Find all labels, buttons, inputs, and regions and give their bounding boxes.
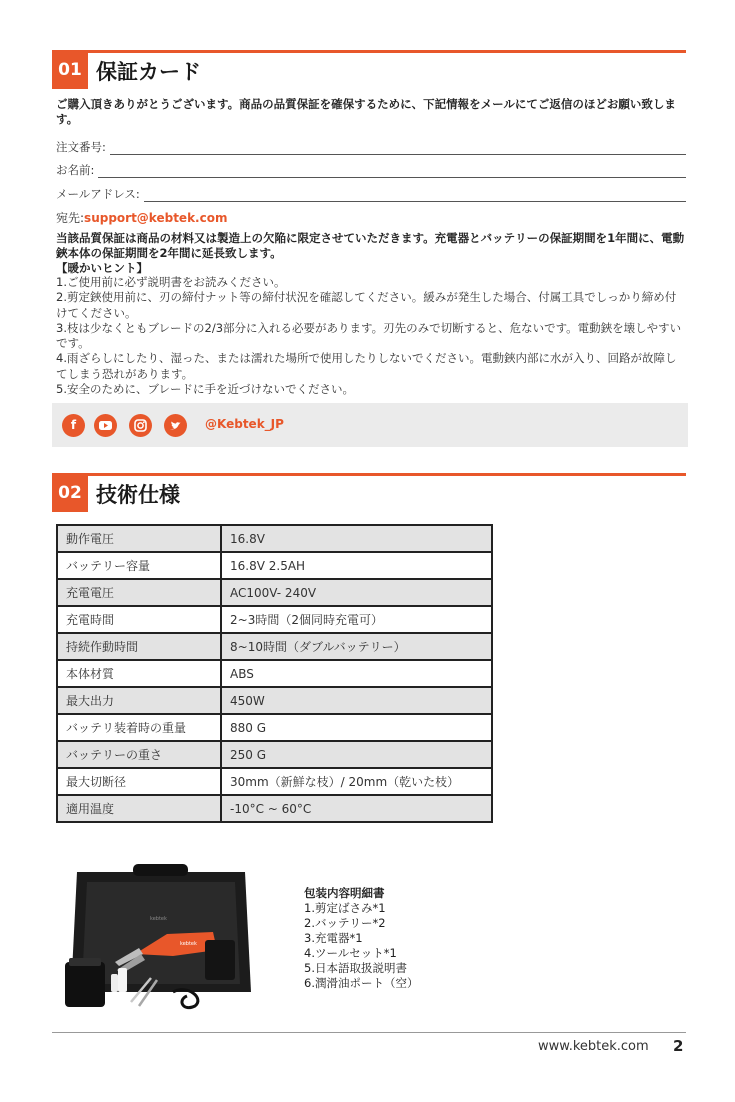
table-row bbox=[57, 687, 492, 714]
spec-value: 250 G bbox=[221, 741, 492, 768]
social-handle[interactable]: @Kebtek_JP bbox=[205, 417, 284, 431]
list-item: 2.剪定鋏使用前に、刃の締付ナット等の締付状況を確認してください。緩みが発生した場合、付属工具でしっかり締め付けてください。 bbox=[56, 290, 677, 320]
section-header-specs bbox=[52, 473, 686, 512]
shears-label: kebtek bbox=[180, 941, 197, 947]
table-row bbox=[57, 714, 492, 741]
spec-value: -10°C ~ 60°C bbox=[221, 795, 492, 822]
case-label: kebtek bbox=[150, 916, 167, 922]
section-number: 02 bbox=[52, 476, 88, 512]
product-image bbox=[55, 862, 270, 1017]
instagram-icon[interactable] bbox=[129, 414, 152, 437]
section-header-warranty bbox=[52, 50, 686, 89]
table-row bbox=[57, 606, 492, 633]
spec-value: 16.8V 2.5AH bbox=[221, 552, 492, 579]
spec-key: 最大出力 bbox=[57, 687, 221, 714]
spec-key: 本体材質 bbox=[57, 660, 221, 687]
twitter-icon[interactable] bbox=[164, 414, 187, 437]
table-row bbox=[57, 741, 492, 768]
spec-key: バッテリ装着時の重量 bbox=[57, 714, 221, 741]
section-number: 01 bbox=[52, 53, 88, 89]
name-field[interactable] bbox=[56, 162, 686, 178]
list-item: 1.剪定ばさみ*1 bbox=[304, 901, 386, 915]
list-item: 6.潤滑油ポート（空） bbox=[304, 976, 419, 990]
table-row bbox=[57, 660, 492, 687]
list-item: 5.安全のために、ブレードに手を近づけないでください。 bbox=[56, 382, 355, 397]
table-row bbox=[57, 795, 492, 822]
package-list bbox=[304, 901, 418, 991]
list-item: 3.枝は少なくともブレードの2/3部分に入れる必要があります。刃先のみで切断すると、危ないです。電動鋏を壊しやすいです。 bbox=[56, 320, 682, 351]
page-number: 2 bbox=[673, 1037, 684, 1055]
package-contents bbox=[304, 886, 418, 991]
field-line bbox=[98, 165, 686, 178]
footer-divider bbox=[52, 1032, 686, 1033]
destination bbox=[56, 209, 227, 226]
warranty-text: 当該品質保証は商品の材料又は製造上の欠陥に限定させていただきます。充電器とバッテリーの保証期間を1年間に、電動鋏本体の保証期間を2年間に延長致します。 bbox=[56, 231, 685, 260]
spec-key: 適用温度 bbox=[57, 795, 221, 822]
spec-key: 持続作動時間 bbox=[57, 633, 221, 660]
email-field[interactable] bbox=[56, 186, 686, 202]
spec-key: 充電時間 bbox=[57, 606, 221, 633]
intro-text: ご購入頂きありがとうございます。商品の品質保証を確保するために、下記情報をメールにてご返信のほどお願い致します。 bbox=[56, 97, 676, 126]
table-row bbox=[57, 525, 492, 552]
list-item: 4.ツールセット*1 bbox=[304, 946, 397, 960]
youtube-icon[interactable] bbox=[94, 414, 117, 437]
field-line bbox=[110, 142, 686, 155]
footer-url-link[interactable]: www.kebtek.com bbox=[538, 1039, 649, 1054]
hint-list bbox=[56, 275, 686, 397]
spec-key: バッテリー容量 bbox=[57, 552, 221, 579]
table-row bbox=[57, 768, 492, 795]
list-item: 3.充電器*1 bbox=[304, 931, 363, 945]
section-title: 保証カード bbox=[96, 60, 201, 84]
order-number-field[interactable] bbox=[56, 139, 686, 155]
list-item: 4.雨ざらしにしたり、湿った、または濡れた場所で使用したりしないでください。電動鋏内部に水が入り、回路が故障してしまう恐れがあります。 bbox=[56, 351, 677, 381]
spec-value: 8~10時間（ダブルバッテリー） bbox=[221, 633, 492, 660]
spec-value: 30mm（新鮮な枝）/ 20mm（乾いた枝） bbox=[221, 768, 492, 795]
spec-value: 450W bbox=[221, 687, 492, 714]
list-item: 2.バッテリー*2 bbox=[304, 916, 386, 930]
spec-key: 動作電圧 bbox=[57, 525, 221, 552]
destination-label: 宛先: bbox=[56, 211, 85, 225]
section-title: 技術仕様 bbox=[96, 483, 180, 507]
spec-key: バッテリーの重さ bbox=[57, 741, 221, 768]
field-label: 注文番号: bbox=[56, 140, 106, 154]
spec-key: 充電電圧 bbox=[57, 579, 221, 606]
package-title: 包装内容明細書 bbox=[304, 886, 385, 900]
facebook-icon[interactable]: f bbox=[62, 414, 85, 437]
field-label: メールアドレス: bbox=[56, 187, 140, 201]
list-item: 5.日本語取扱説明書 bbox=[304, 961, 407, 975]
table-row bbox=[57, 633, 492, 660]
table-row bbox=[57, 579, 492, 606]
table-row bbox=[57, 552, 492, 579]
spec-table bbox=[56, 524, 493, 823]
spec-key: 最大切断径 bbox=[57, 768, 221, 795]
field-line bbox=[144, 189, 686, 202]
spec-value: ABS bbox=[221, 660, 492, 687]
spec-value: 2~3時間（2個同時充電可） bbox=[221, 606, 492, 633]
spec-value: AC100V- 240V bbox=[221, 579, 492, 606]
list-item: 1.ご使用前に必ず説明書をお読みください。 bbox=[56, 275, 286, 289]
spec-value: 880 G bbox=[221, 714, 492, 741]
field-label: お名前: bbox=[56, 163, 95, 177]
spec-value: 16.8V bbox=[221, 525, 492, 552]
hint-title: 【暖かいヒント】 bbox=[56, 261, 148, 275]
social-bar bbox=[52, 403, 688, 447]
support-email-link[interactable]: support@kebtek.com bbox=[84, 211, 228, 225]
